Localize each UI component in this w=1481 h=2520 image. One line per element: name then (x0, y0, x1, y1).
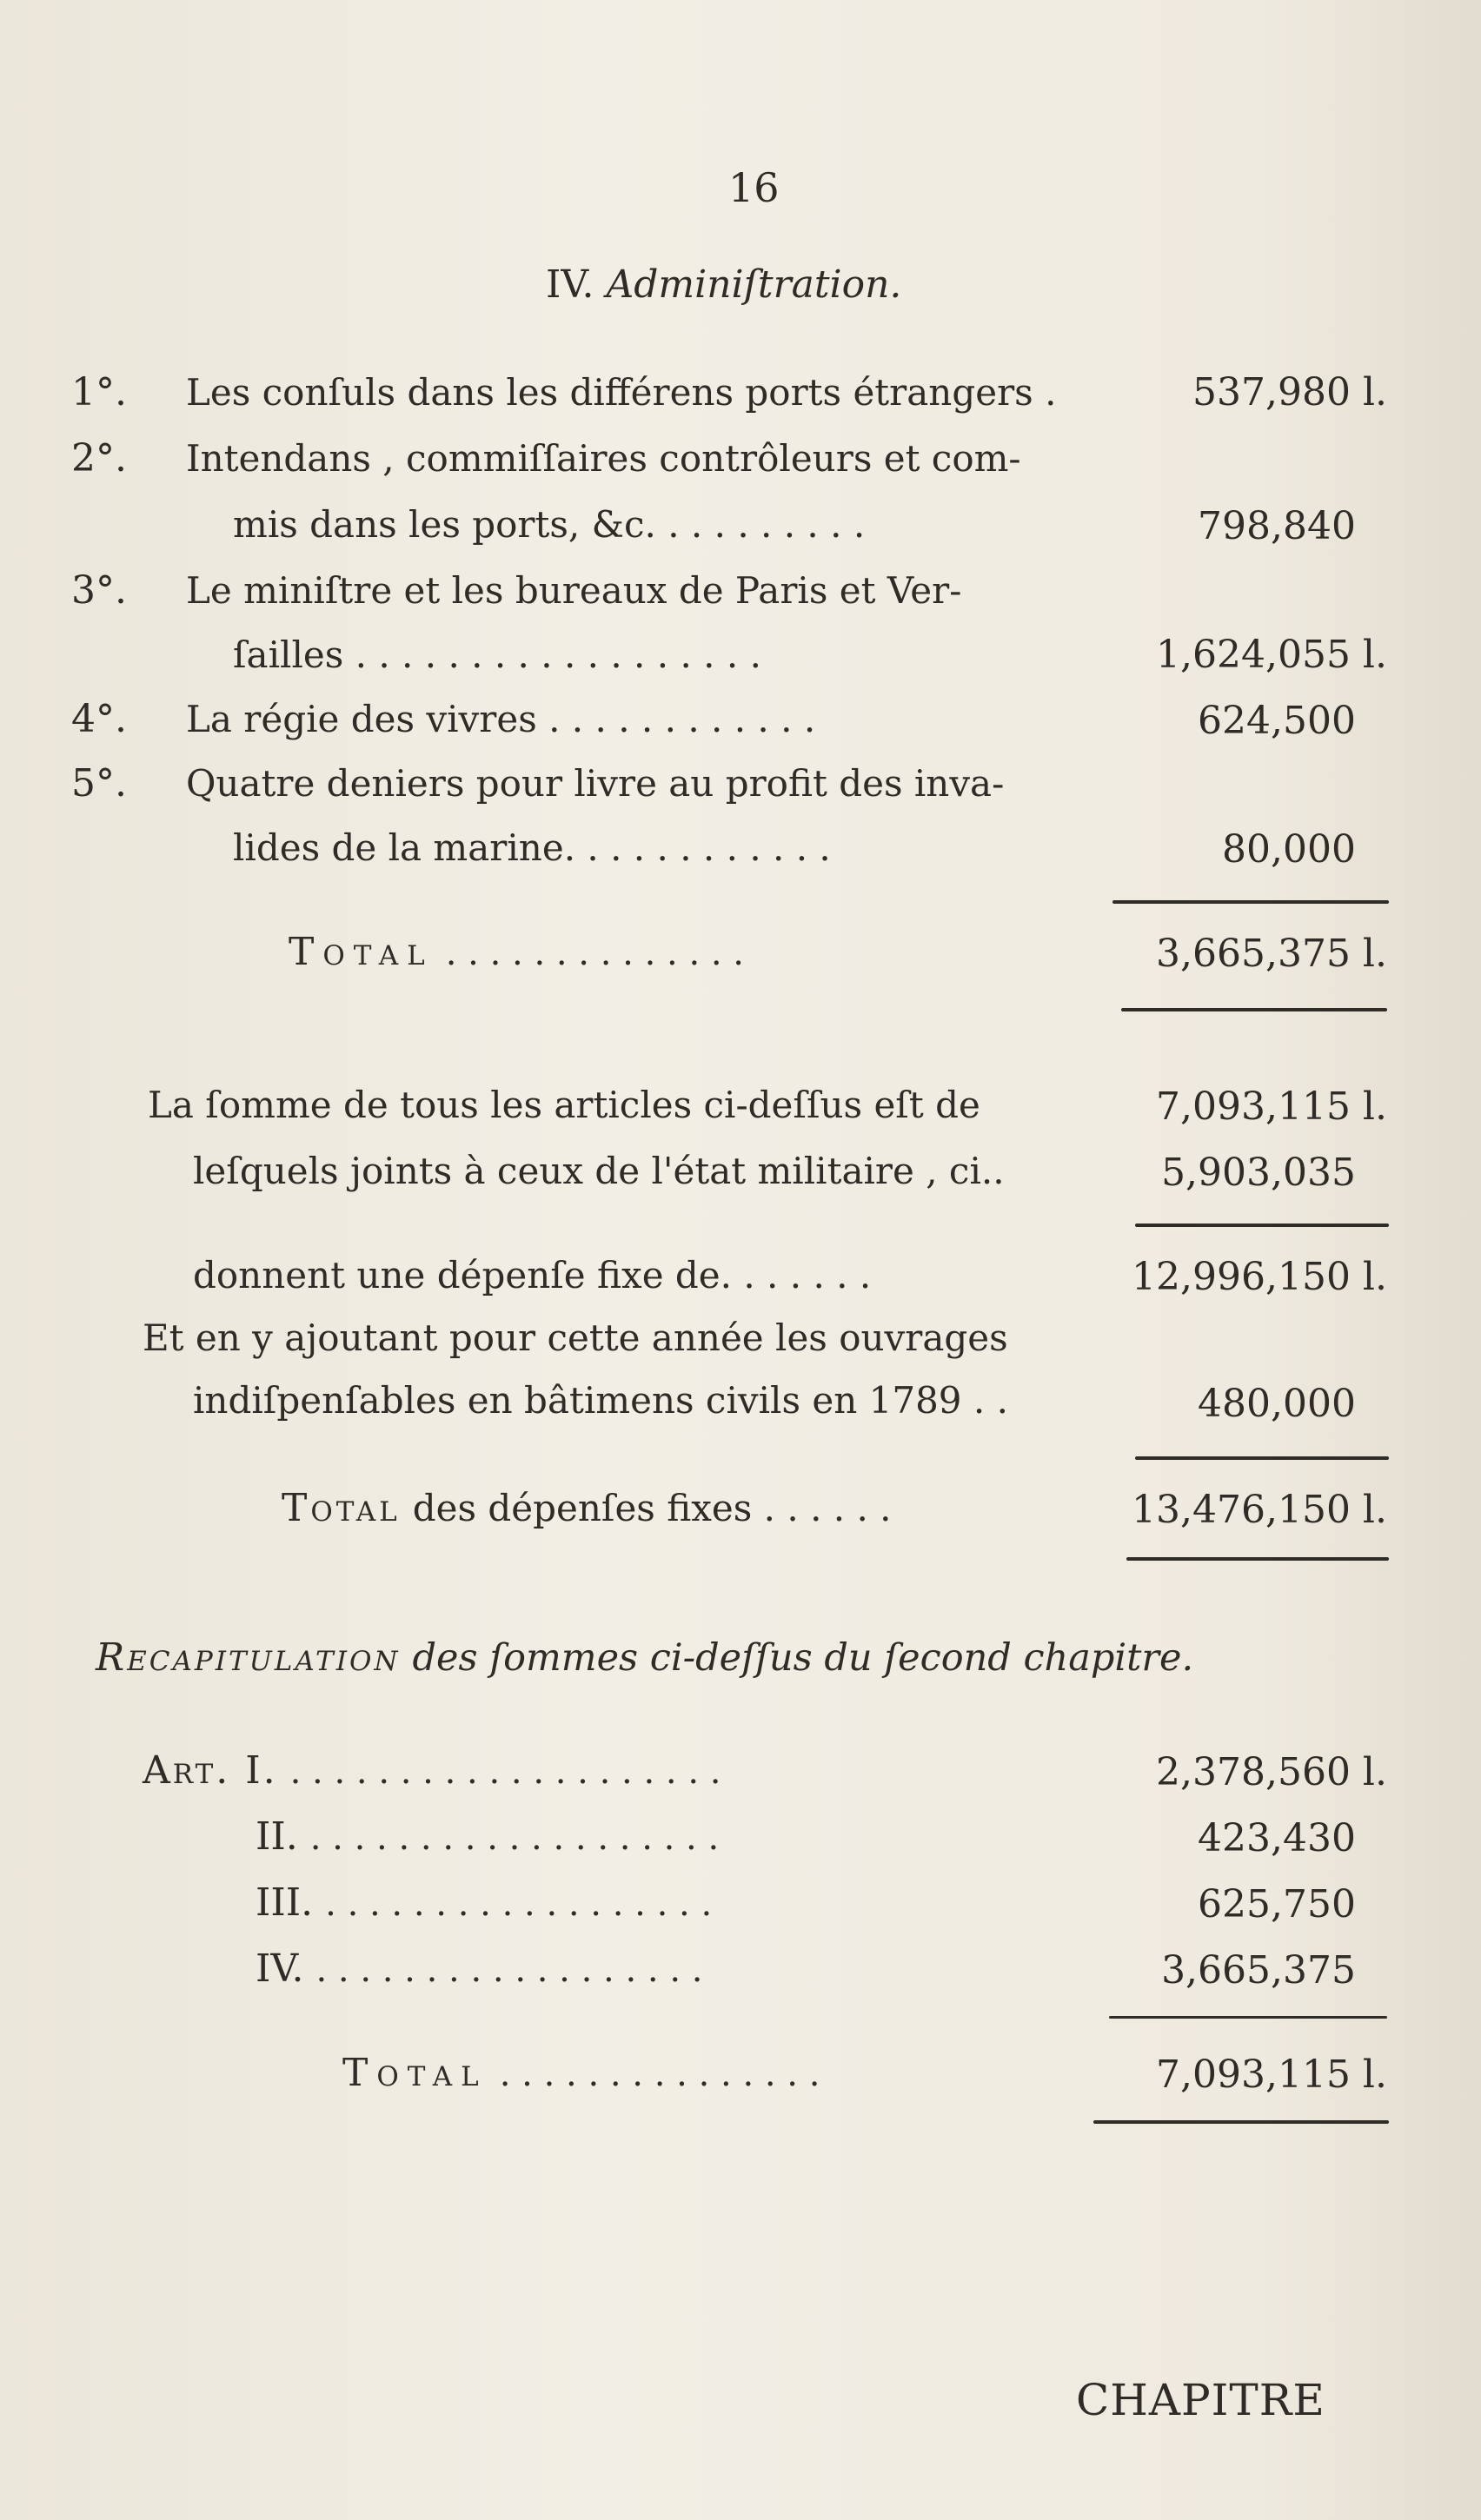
item-text-continued: ſailles . . . . . . . . . . . . . . . . . . (233, 633, 761, 676)
recap-total-row (342, 2049, 820, 2099)
total-rule (1093, 2120, 1389, 2124)
item-text: La régie des vivres . . . . . . . . . . . . (186, 698, 816, 740)
item-number: 4°. (71, 697, 127, 741)
recap-article-label: Art. I. (143, 1748, 278, 1793)
recap-dots: . . . . . . . . . . . . . . . . . . (325, 1884, 713, 1924)
sum-rule (1112, 900, 1389, 904)
sum-line-3: donnent une dépenſe fixe de. . . . . . . (193, 1254, 872, 1296)
item-number: 3°. (71, 568, 127, 613)
sum-line-1: La ſomme de tous les articles ci-deſſus eſt de (148, 1084, 980, 1126)
recap-row-label (256, 1879, 712, 1928)
sum-line-2: leſquels joints à ceux de l'état militaire , ci.. (193, 1150, 1005, 1192)
sum-rule (1109, 2016, 1387, 2019)
sum-amount-3: 12,996,150 l. (1132, 1255, 1387, 1299)
item-number: 1°. (71, 370, 127, 414)
item-text: Intendans , commiſſaires contrôleurs et com- (186, 437, 1021, 480)
admin-total-row (289, 928, 744, 978)
recap-amount: 423,430 (1198, 1816, 1356, 1860)
recap-row-label (256, 1945, 702, 1994)
item-text: Quatre deniers pour livre au profit des inva- (186, 762, 1005, 805)
sum-amount-2: 5,903,035 (1161, 1151, 1356, 1195)
fixed-total-label: Total (282, 1486, 401, 1530)
fixed-total-text: des dépenſes fixes . . . . . . (412, 1487, 892, 1529)
item-text: Le miniſtre et les bureaux de Paris et Ver- (186, 569, 962, 612)
recap-amount: 625,750 (1198, 1882, 1356, 1926)
sum-line-5: indiſpenſables en bâtimens civils en 1789 . . (193, 1379, 1008, 1422)
recap-article-label: IV. (256, 1946, 304, 1991)
item-text: Les conſuls dans les différens ports étrangers . (186, 371, 1057, 414)
section-heading (546, 261, 901, 309)
sum-line-4: Et en y ajoutant pour cette année les ouvrages (143, 1316, 1008, 1359)
item-amount: 537,980 l. (1192, 370, 1387, 414)
item-amount: 798,840 (1198, 504, 1356, 548)
recap-article-label: III. (256, 1880, 314, 1925)
admin-total-dots: . . . . . . . . . . . . . . (445, 933, 745, 973)
item-amount: 624,500 (1198, 699, 1356, 743)
sum-amount-1: 7,093,115 l. (1156, 1084, 1387, 1129)
fixed-total-amount: 13,476,150 l. (1132, 1488, 1387, 1532)
section-title: Adminiſtration. (606, 262, 902, 307)
admin-total-label: Total (289, 930, 434, 974)
sum-rule (1135, 1456, 1389, 1460)
recap-amount: 3,665,375 (1161, 1948, 1356, 1993)
recap-row-label (256, 1813, 719, 1862)
admin-total-amount: 3,665,375 l. (1156, 932, 1387, 976)
item-text-continued: lides de la marine. . . . . . . . . . . . (233, 826, 831, 869)
item-amount: 1,624,055 l. (1156, 633, 1387, 677)
section-numeral: IV. (546, 262, 594, 307)
recap-total-dots: . . . . . . . . . . . . . . . (499, 2054, 820, 2094)
catchword: CHAPITRE (1076, 2375, 1325, 2425)
recap-heading-label: Recapitulation (96, 1635, 401, 1680)
page-number: 16 (728, 164, 780, 211)
sum-rule (1135, 1224, 1389, 1227)
recap-heading (96, 1634, 1193, 1682)
fixed-total-row (282, 1484, 892, 1533)
total-rule (1121, 1008, 1387, 1011)
item-text-continued: mis dans les ports, &c. . . . . . . . . . (233, 503, 866, 546)
recap-article-label: II. (256, 1814, 298, 1859)
recap-total-amount: 7,093,115 l. (1156, 2052, 1387, 2097)
item-number: 2°. (71, 436, 127, 481)
recap-dots: . . . . . . . . . . . . . . . . . . . (309, 1818, 720, 1858)
sum-amount-5: 480,000 (1198, 1382, 1356, 1426)
recap-dots: . . . . . . . . . . . . . . . . . . (315, 1950, 703, 1990)
total-rule (1126, 1557, 1389, 1561)
recap-total-label: Total (342, 2051, 488, 2095)
recap-dots: . . . . . . . . . . . . . . . . . . . . (289, 1752, 721, 1792)
recap-amount: 2,378,560 l. (1156, 1750, 1387, 1794)
item-amount: 80,000 (1222, 827, 1356, 872)
recap-heading-text: des ſommes ci-deſſus du ſecond chapitre. (412, 1636, 1194, 1680)
item-number: 5°. (71, 761, 127, 806)
recap-row-label (143, 1747, 721, 1796)
